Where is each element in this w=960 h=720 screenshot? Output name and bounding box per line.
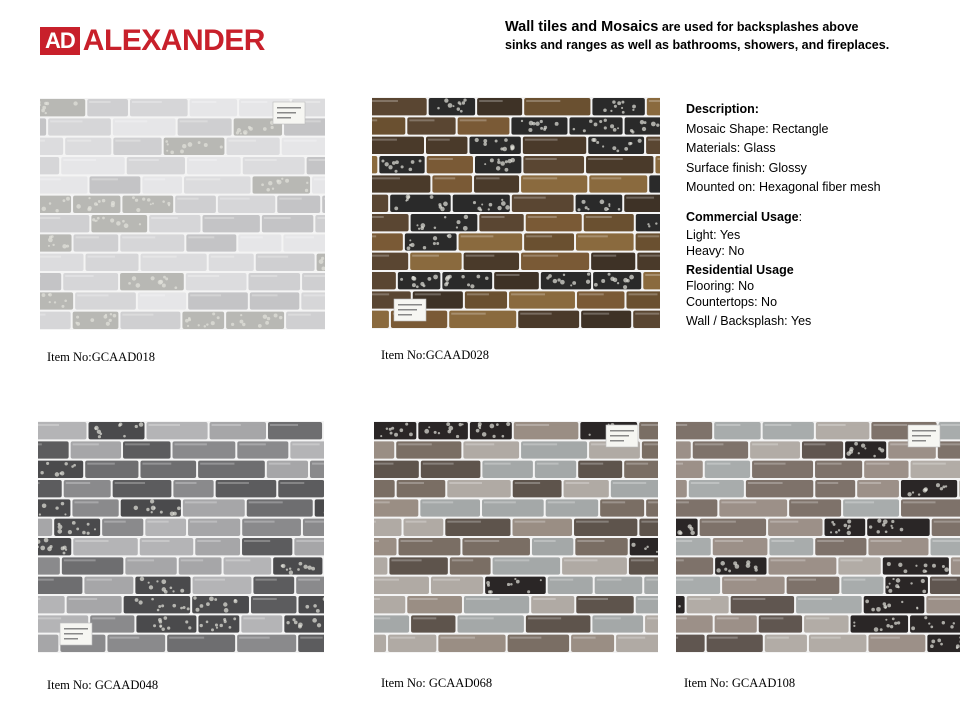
headline-rest-1: are used for backsplashes above	[661, 20, 859, 34]
item-caption-gcaad108: Item No: GCAAD108	[684, 676, 796, 690]
usage-flooring: Flooring: No	[686, 279, 755, 293]
headline-line-2: sinks and ranges as well as bathrooms, showers, and fireplaces.	[505, 38, 890, 52]
page-headline	[505, 18, 945, 54]
description-panel	[686, 100, 956, 332]
residential-usage-title: Residential Usage	[686, 263, 794, 277]
commercial-usage-title: Commercial Usage	[686, 209, 799, 224]
commercial-usage-colon: :	[798, 209, 803, 224]
headline-lead: Wall tiles and Mosaics	[505, 19, 659, 35]
item-caption-gcaad048: Item No: GCAAD048	[47, 678, 159, 692]
product-image-gcaad068	[374, 421, 658, 653]
spec-materials: Materials: Glass	[686, 141, 776, 155]
mosaic-svg	[38, 421, 324, 653]
brand-logo	[40, 24, 265, 57]
item-caption-gcaad068: Item No: GCAAD068	[381, 676, 493, 690]
logo-name: ALEXANDER	[82, 24, 265, 57]
product-image-gcaad108	[676, 421, 960, 653]
product-image-gcaad028	[372, 97, 660, 329]
mosaic-svg	[676, 421, 960, 653]
usage-countertops: Countertops: No	[686, 295, 778, 309]
item-caption-gcaad018: Item No:GCAAD018	[47, 350, 155, 364]
usage-heavy: Heavy: No	[686, 244, 745, 258]
product-image-gcaad018	[40, 98, 325, 330]
spec-shape: Mosaic Shape: Rectangle	[686, 121, 829, 136]
commercial-usage-heading	[686, 208, 956, 228]
item-caption-gcaad028: Item No:GCAAD028	[381, 348, 489, 362]
spec-finish: Surface finish: Glossy	[686, 160, 807, 175]
logo-ad-mark: AD	[40, 27, 80, 55]
usage-light: Light: Yes	[686, 228, 741, 242]
spec-mounted: Mounted on: Hexagonal fiber mesh	[686, 180, 881, 194]
mosaic-svg	[374, 421, 658, 653]
mosaic-svg	[372, 97, 660, 329]
mosaic-svg	[40, 98, 325, 330]
usage-wall-backsplash: Wall / Backsplash: Yes	[686, 314, 812, 328]
product-image-gcaad048	[38, 421, 324, 653]
description-title: Description:	[686, 102, 759, 116]
